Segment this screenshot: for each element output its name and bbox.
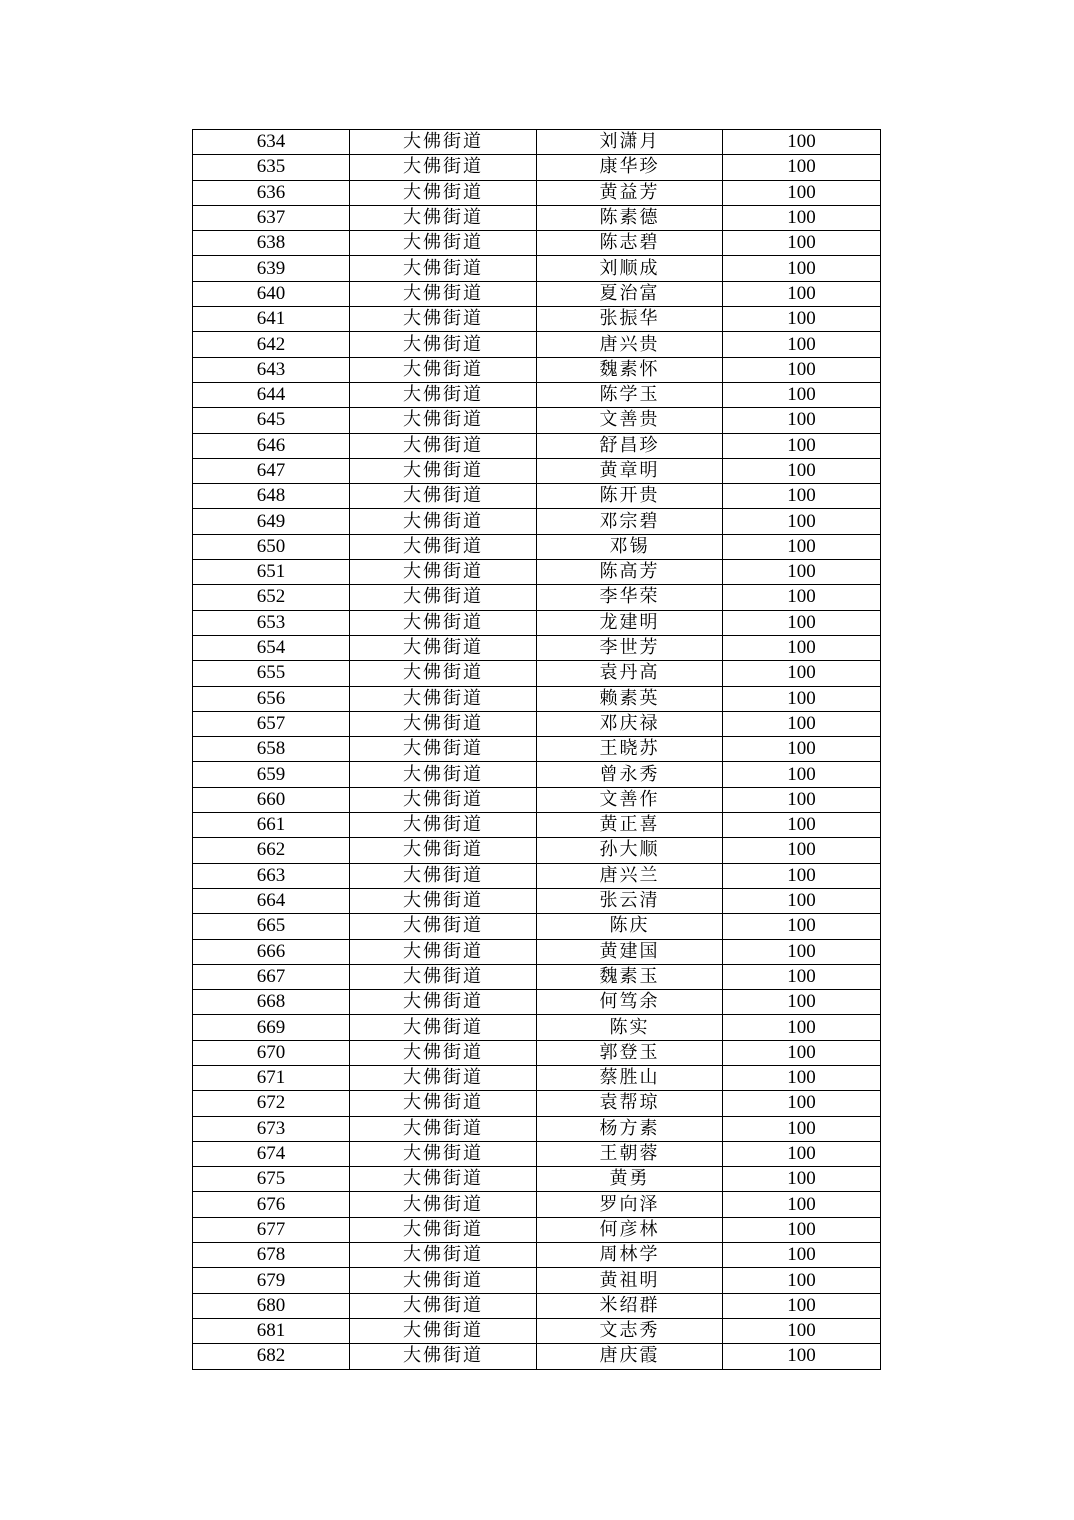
person-name-cell: 蔡胜山 xyxy=(537,1065,723,1090)
subdistrict-cell: 大佛街道 xyxy=(350,686,537,711)
table-row xyxy=(193,433,881,458)
table-row xyxy=(193,635,881,660)
table-row xyxy=(193,1344,881,1369)
person-name-cell: 王朝蓉 xyxy=(537,1141,723,1166)
amount-cell: 100 xyxy=(723,1065,881,1090)
amount-cell: 100 xyxy=(723,382,881,407)
subdistrict-cell: 大佛街道 xyxy=(350,560,537,585)
amount-cell: 100 xyxy=(723,433,881,458)
row-number-cell: 669 xyxy=(193,1015,350,1040)
table-row xyxy=(193,1040,881,1065)
person-name-cell: 唐庆霞 xyxy=(537,1344,723,1369)
subdistrict-cell: 大佛街道 xyxy=(350,130,537,155)
amount-cell: 100 xyxy=(723,610,881,635)
subdistrict-cell: 大佛街道 xyxy=(350,534,537,559)
person-name-cell: 文善作 xyxy=(537,787,723,812)
subdistrict-cell: 大佛街道 xyxy=(350,964,537,989)
table-row xyxy=(193,231,881,256)
person-name-cell: 张振华 xyxy=(537,307,723,332)
amount-cell: 100 xyxy=(723,509,881,534)
subdistrict-cell: 大佛街道 xyxy=(350,1091,537,1116)
subdistrict-cell: 大佛街道 xyxy=(350,155,537,180)
subdistrict-cell: 大佛街道 xyxy=(350,610,537,635)
amount-cell: 100 xyxy=(723,484,881,509)
table-row xyxy=(193,357,881,382)
table-row xyxy=(193,711,881,736)
row-number-cell: 635 xyxy=(193,155,350,180)
table-row xyxy=(193,964,881,989)
table-row xyxy=(193,1091,881,1116)
row-number-cell: 658 xyxy=(193,737,350,762)
person-name-cell: 王晓苏 xyxy=(537,737,723,762)
subdistrict-cell: 大佛街道 xyxy=(350,433,537,458)
row-number-cell: 644 xyxy=(193,382,350,407)
subdistrict-cell: 大佛街道 xyxy=(350,1065,537,1090)
row-number-cell: 652 xyxy=(193,585,350,610)
table-row xyxy=(193,534,881,559)
person-name-cell: 刘顺成 xyxy=(537,256,723,281)
amount-cell: 100 xyxy=(723,990,881,1015)
table-row xyxy=(193,1293,881,1318)
person-name-cell: 龙建明 xyxy=(537,610,723,635)
table-row xyxy=(193,1217,881,1242)
amount-cell: 100 xyxy=(723,256,881,281)
amount-cell: 100 xyxy=(723,231,881,256)
person-name-cell: 黄建国 xyxy=(537,939,723,964)
table-row xyxy=(193,458,881,483)
subdistrict-cell: 大佛街道 xyxy=(350,762,537,787)
amount-cell: 100 xyxy=(723,813,881,838)
person-name-cell: 陈高芳 xyxy=(537,560,723,585)
person-name-cell: 黄勇 xyxy=(537,1167,723,1192)
row-number-cell: 650 xyxy=(193,534,350,559)
subdistrict-cell: 大佛街道 xyxy=(350,484,537,509)
subdistrict-cell: 大佛街道 xyxy=(350,737,537,762)
subdistrict-cell: 大佛街道 xyxy=(350,509,537,534)
person-name-cell: 李世芳 xyxy=(537,635,723,660)
amount-cell: 100 xyxy=(723,180,881,205)
subdistrict-cell: 大佛街道 xyxy=(350,1318,537,1343)
person-name-cell: 陈庆 xyxy=(537,914,723,939)
person-name-cell: 袁帮琼 xyxy=(537,1091,723,1116)
person-name-cell: 刘潇月 xyxy=(537,130,723,155)
amount-cell: 100 xyxy=(723,1217,881,1242)
amount-cell: 100 xyxy=(723,1318,881,1343)
subdistrict-cell: 大佛街道 xyxy=(350,205,537,230)
amount-cell: 100 xyxy=(723,1141,881,1166)
amount-cell: 100 xyxy=(723,762,881,787)
person-name-cell: 何笃余 xyxy=(537,990,723,1015)
person-name-cell: 唐兴兰 xyxy=(537,863,723,888)
person-name-cell: 何彦林 xyxy=(537,1217,723,1242)
person-name-cell: 舒昌珍 xyxy=(537,433,723,458)
row-number-cell: 647 xyxy=(193,458,350,483)
person-name-cell: 孙大顺 xyxy=(537,838,723,863)
person-name-cell: 唐兴贵 xyxy=(537,332,723,357)
amount-cell: 100 xyxy=(723,787,881,812)
subdistrict-cell: 大佛街道 xyxy=(350,813,537,838)
amount-cell: 100 xyxy=(723,635,881,660)
person-name-cell: 周林学 xyxy=(537,1243,723,1268)
person-name-cell: 米绍群 xyxy=(537,1293,723,1318)
row-number-cell: 659 xyxy=(193,762,350,787)
row-number-cell: 665 xyxy=(193,914,350,939)
person-name-cell: 文志秀 xyxy=(537,1318,723,1343)
subdistrict-cell: 大佛街道 xyxy=(350,307,537,332)
table-row xyxy=(193,1116,881,1141)
amount-cell: 100 xyxy=(723,130,881,155)
subdistrict-cell: 大佛街道 xyxy=(350,408,537,433)
row-number-cell: 667 xyxy=(193,964,350,989)
person-name-cell: 邓锡 xyxy=(537,534,723,559)
table-row xyxy=(193,990,881,1015)
amount-cell: 100 xyxy=(723,661,881,686)
amount-cell: 100 xyxy=(723,888,881,913)
subdistrict-cell: 大佛街道 xyxy=(350,1217,537,1242)
row-number-cell: 670 xyxy=(193,1040,350,1065)
subdistrict-cell: 大佛街道 xyxy=(350,1015,537,1040)
subdistrict-cell: 大佛街道 xyxy=(350,1344,537,1369)
row-number-cell: 677 xyxy=(193,1217,350,1242)
amount-cell: 100 xyxy=(723,838,881,863)
person-name-cell: 李华荣 xyxy=(537,585,723,610)
subdistrict-cell: 大佛街道 xyxy=(350,888,537,913)
amount-cell: 100 xyxy=(723,155,881,180)
person-name-cell: 陈志碧 xyxy=(537,231,723,256)
amount-cell: 100 xyxy=(723,205,881,230)
amount-cell: 100 xyxy=(723,357,881,382)
row-number-cell: 678 xyxy=(193,1243,350,1268)
row-number-cell: 679 xyxy=(193,1268,350,1293)
table-row xyxy=(193,838,881,863)
person-name-cell: 魏素怀 xyxy=(537,357,723,382)
table-row xyxy=(193,205,881,230)
subdistrict-cell: 大佛街道 xyxy=(350,711,537,736)
row-number-cell: 636 xyxy=(193,180,350,205)
table-row xyxy=(193,914,881,939)
table-row xyxy=(193,610,881,635)
table-row xyxy=(193,307,881,332)
row-number-cell: 666 xyxy=(193,939,350,964)
table-row xyxy=(193,180,881,205)
subdistrict-cell: 大佛街道 xyxy=(350,863,537,888)
table-row xyxy=(193,1192,881,1217)
person-name-cell: 罗向泽 xyxy=(537,1192,723,1217)
amount-cell: 100 xyxy=(723,534,881,559)
person-name-cell: 邓庆禄 xyxy=(537,711,723,736)
amount-cell: 100 xyxy=(723,737,881,762)
table-row xyxy=(193,484,881,509)
subdistrict-cell: 大佛街道 xyxy=(350,1268,537,1293)
amount-cell: 100 xyxy=(723,458,881,483)
subdistrict-cell: 大佛街道 xyxy=(350,458,537,483)
amount-cell: 100 xyxy=(723,1091,881,1116)
subdistrict-cell: 大佛街道 xyxy=(350,585,537,610)
row-number-cell: 674 xyxy=(193,1141,350,1166)
subdistrict-cell: 大佛街道 xyxy=(350,1192,537,1217)
table-row xyxy=(193,332,881,357)
row-number-cell: 663 xyxy=(193,863,350,888)
row-number-cell: 657 xyxy=(193,711,350,736)
table-row xyxy=(193,661,881,686)
row-number-cell: 641 xyxy=(193,307,350,332)
row-number-cell: 654 xyxy=(193,635,350,660)
amount-cell: 100 xyxy=(723,1116,881,1141)
amount-cell: 100 xyxy=(723,863,881,888)
row-number-cell: 651 xyxy=(193,560,350,585)
row-number-cell: 661 xyxy=(193,813,350,838)
table-row xyxy=(193,509,881,534)
subdistrict-cell: 大佛街道 xyxy=(350,635,537,660)
subdistrict-cell: 大佛街道 xyxy=(350,1243,537,1268)
table-row xyxy=(193,1167,881,1192)
amount-cell: 100 xyxy=(723,332,881,357)
amount-cell: 100 xyxy=(723,964,881,989)
table-row xyxy=(193,1318,881,1343)
row-number-cell: 682 xyxy=(193,1344,350,1369)
row-number-cell: 676 xyxy=(193,1192,350,1217)
row-number-cell: 646 xyxy=(193,433,350,458)
roster-table xyxy=(192,129,881,1370)
amount-cell: 100 xyxy=(723,281,881,306)
person-name-cell: 曾永秀 xyxy=(537,762,723,787)
amount-cell: 100 xyxy=(723,1293,881,1318)
row-number-cell: 655 xyxy=(193,661,350,686)
subdistrict-cell: 大佛街道 xyxy=(350,382,537,407)
person-name-cell: 陈开贵 xyxy=(537,484,723,509)
amount-cell: 100 xyxy=(723,914,881,939)
amount-cell: 100 xyxy=(723,560,881,585)
person-name-cell: 文善贵 xyxy=(537,408,723,433)
subdistrict-cell: 大佛街道 xyxy=(350,1116,537,1141)
person-name-cell: 杨方素 xyxy=(537,1116,723,1141)
row-number-cell: 653 xyxy=(193,610,350,635)
person-name-cell: 夏治富 xyxy=(537,281,723,306)
table-row xyxy=(193,130,881,155)
table-row xyxy=(193,408,881,433)
row-number-cell: 668 xyxy=(193,990,350,1015)
subdistrict-cell: 大佛街道 xyxy=(350,1141,537,1166)
table-row xyxy=(193,939,881,964)
amount-cell: 100 xyxy=(723,585,881,610)
subdistrict-cell: 大佛街道 xyxy=(350,787,537,812)
amount-cell: 100 xyxy=(723,1192,881,1217)
row-number-cell: 637 xyxy=(193,205,350,230)
person-name-cell: 邓宗碧 xyxy=(537,509,723,534)
subdistrict-cell: 大佛街道 xyxy=(350,332,537,357)
row-number-cell: 640 xyxy=(193,281,350,306)
row-number-cell: 664 xyxy=(193,888,350,913)
table-row xyxy=(193,382,881,407)
row-number-cell: 649 xyxy=(193,509,350,534)
table-row xyxy=(193,813,881,838)
table-row xyxy=(193,1141,881,1166)
row-number-cell: 681 xyxy=(193,1318,350,1343)
row-number-cell: 642 xyxy=(193,332,350,357)
table-row xyxy=(193,888,881,913)
table-row xyxy=(193,1015,881,1040)
table-row xyxy=(193,1268,881,1293)
amount-cell: 100 xyxy=(723,1243,881,1268)
subdistrict-cell: 大佛街道 xyxy=(350,357,537,382)
table-row xyxy=(193,155,881,180)
table-row xyxy=(193,281,881,306)
subdistrict-cell: 大佛街道 xyxy=(350,180,537,205)
row-number-cell: 660 xyxy=(193,787,350,812)
row-number-cell: 638 xyxy=(193,231,350,256)
row-number-cell: 675 xyxy=(193,1167,350,1192)
subdistrict-cell: 大佛街道 xyxy=(350,1167,537,1192)
row-number-cell: 648 xyxy=(193,484,350,509)
subdistrict-cell: 大佛街道 xyxy=(350,281,537,306)
row-number-cell: 645 xyxy=(193,408,350,433)
row-number-cell: 672 xyxy=(193,1091,350,1116)
person-name-cell: 陈素德 xyxy=(537,205,723,230)
amount-cell: 100 xyxy=(723,307,881,332)
amount-cell: 100 xyxy=(723,686,881,711)
amount-cell: 100 xyxy=(723,1040,881,1065)
subdistrict-cell: 大佛街道 xyxy=(350,661,537,686)
row-number-cell: 671 xyxy=(193,1065,350,1090)
row-number-cell: 680 xyxy=(193,1293,350,1318)
row-number-cell: 673 xyxy=(193,1116,350,1141)
subdistrict-cell: 大佛街道 xyxy=(350,939,537,964)
table-row xyxy=(193,787,881,812)
person-name-cell: 郭登玉 xyxy=(537,1040,723,1065)
subdistrict-cell: 大佛街道 xyxy=(350,838,537,863)
person-name-cell: 黄益芳 xyxy=(537,180,723,205)
amount-cell: 100 xyxy=(723,939,881,964)
amount-cell: 100 xyxy=(723,1344,881,1369)
amount-cell: 100 xyxy=(723,408,881,433)
amount-cell: 100 xyxy=(723,711,881,736)
row-number-cell: 643 xyxy=(193,357,350,382)
person-name-cell: 陈学玉 xyxy=(537,382,723,407)
person-name-cell: 康华珍 xyxy=(537,155,723,180)
person-name-cell: 黄正喜 xyxy=(537,813,723,838)
person-name-cell: 袁丹高 xyxy=(537,661,723,686)
amount-cell: 100 xyxy=(723,1268,881,1293)
table-row xyxy=(193,585,881,610)
person-name-cell: 黄祖明 xyxy=(537,1268,723,1293)
table-row xyxy=(193,1243,881,1268)
subdistrict-cell: 大佛街道 xyxy=(350,231,537,256)
subdistrict-cell: 大佛街道 xyxy=(350,256,537,281)
amount-cell: 100 xyxy=(723,1167,881,1192)
amount-cell: 100 xyxy=(723,1015,881,1040)
table-row xyxy=(193,737,881,762)
table-row xyxy=(193,762,881,787)
table-row xyxy=(193,1065,881,1090)
person-name-cell: 魏素玉 xyxy=(537,964,723,989)
table-row xyxy=(193,863,881,888)
person-name-cell: 黄章明 xyxy=(537,458,723,483)
person-name-cell: 张云清 xyxy=(537,888,723,913)
person-name-cell: 赖素英 xyxy=(537,686,723,711)
row-number-cell: 656 xyxy=(193,686,350,711)
roster-table-body xyxy=(193,130,881,1370)
row-number-cell: 639 xyxy=(193,256,350,281)
table-row xyxy=(193,256,881,281)
row-number-cell: 634 xyxy=(193,130,350,155)
table-row xyxy=(193,686,881,711)
subdistrict-cell: 大佛街道 xyxy=(350,990,537,1015)
table-row xyxy=(193,560,881,585)
subdistrict-cell: 大佛街道 xyxy=(350,914,537,939)
subdistrict-cell: 大佛街道 xyxy=(350,1040,537,1065)
subdistrict-cell: 大佛街道 xyxy=(350,1293,537,1318)
row-number-cell: 662 xyxy=(193,838,350,863)
person-name-cell: 陈实 xyxy=(537,1015,723,1040)
